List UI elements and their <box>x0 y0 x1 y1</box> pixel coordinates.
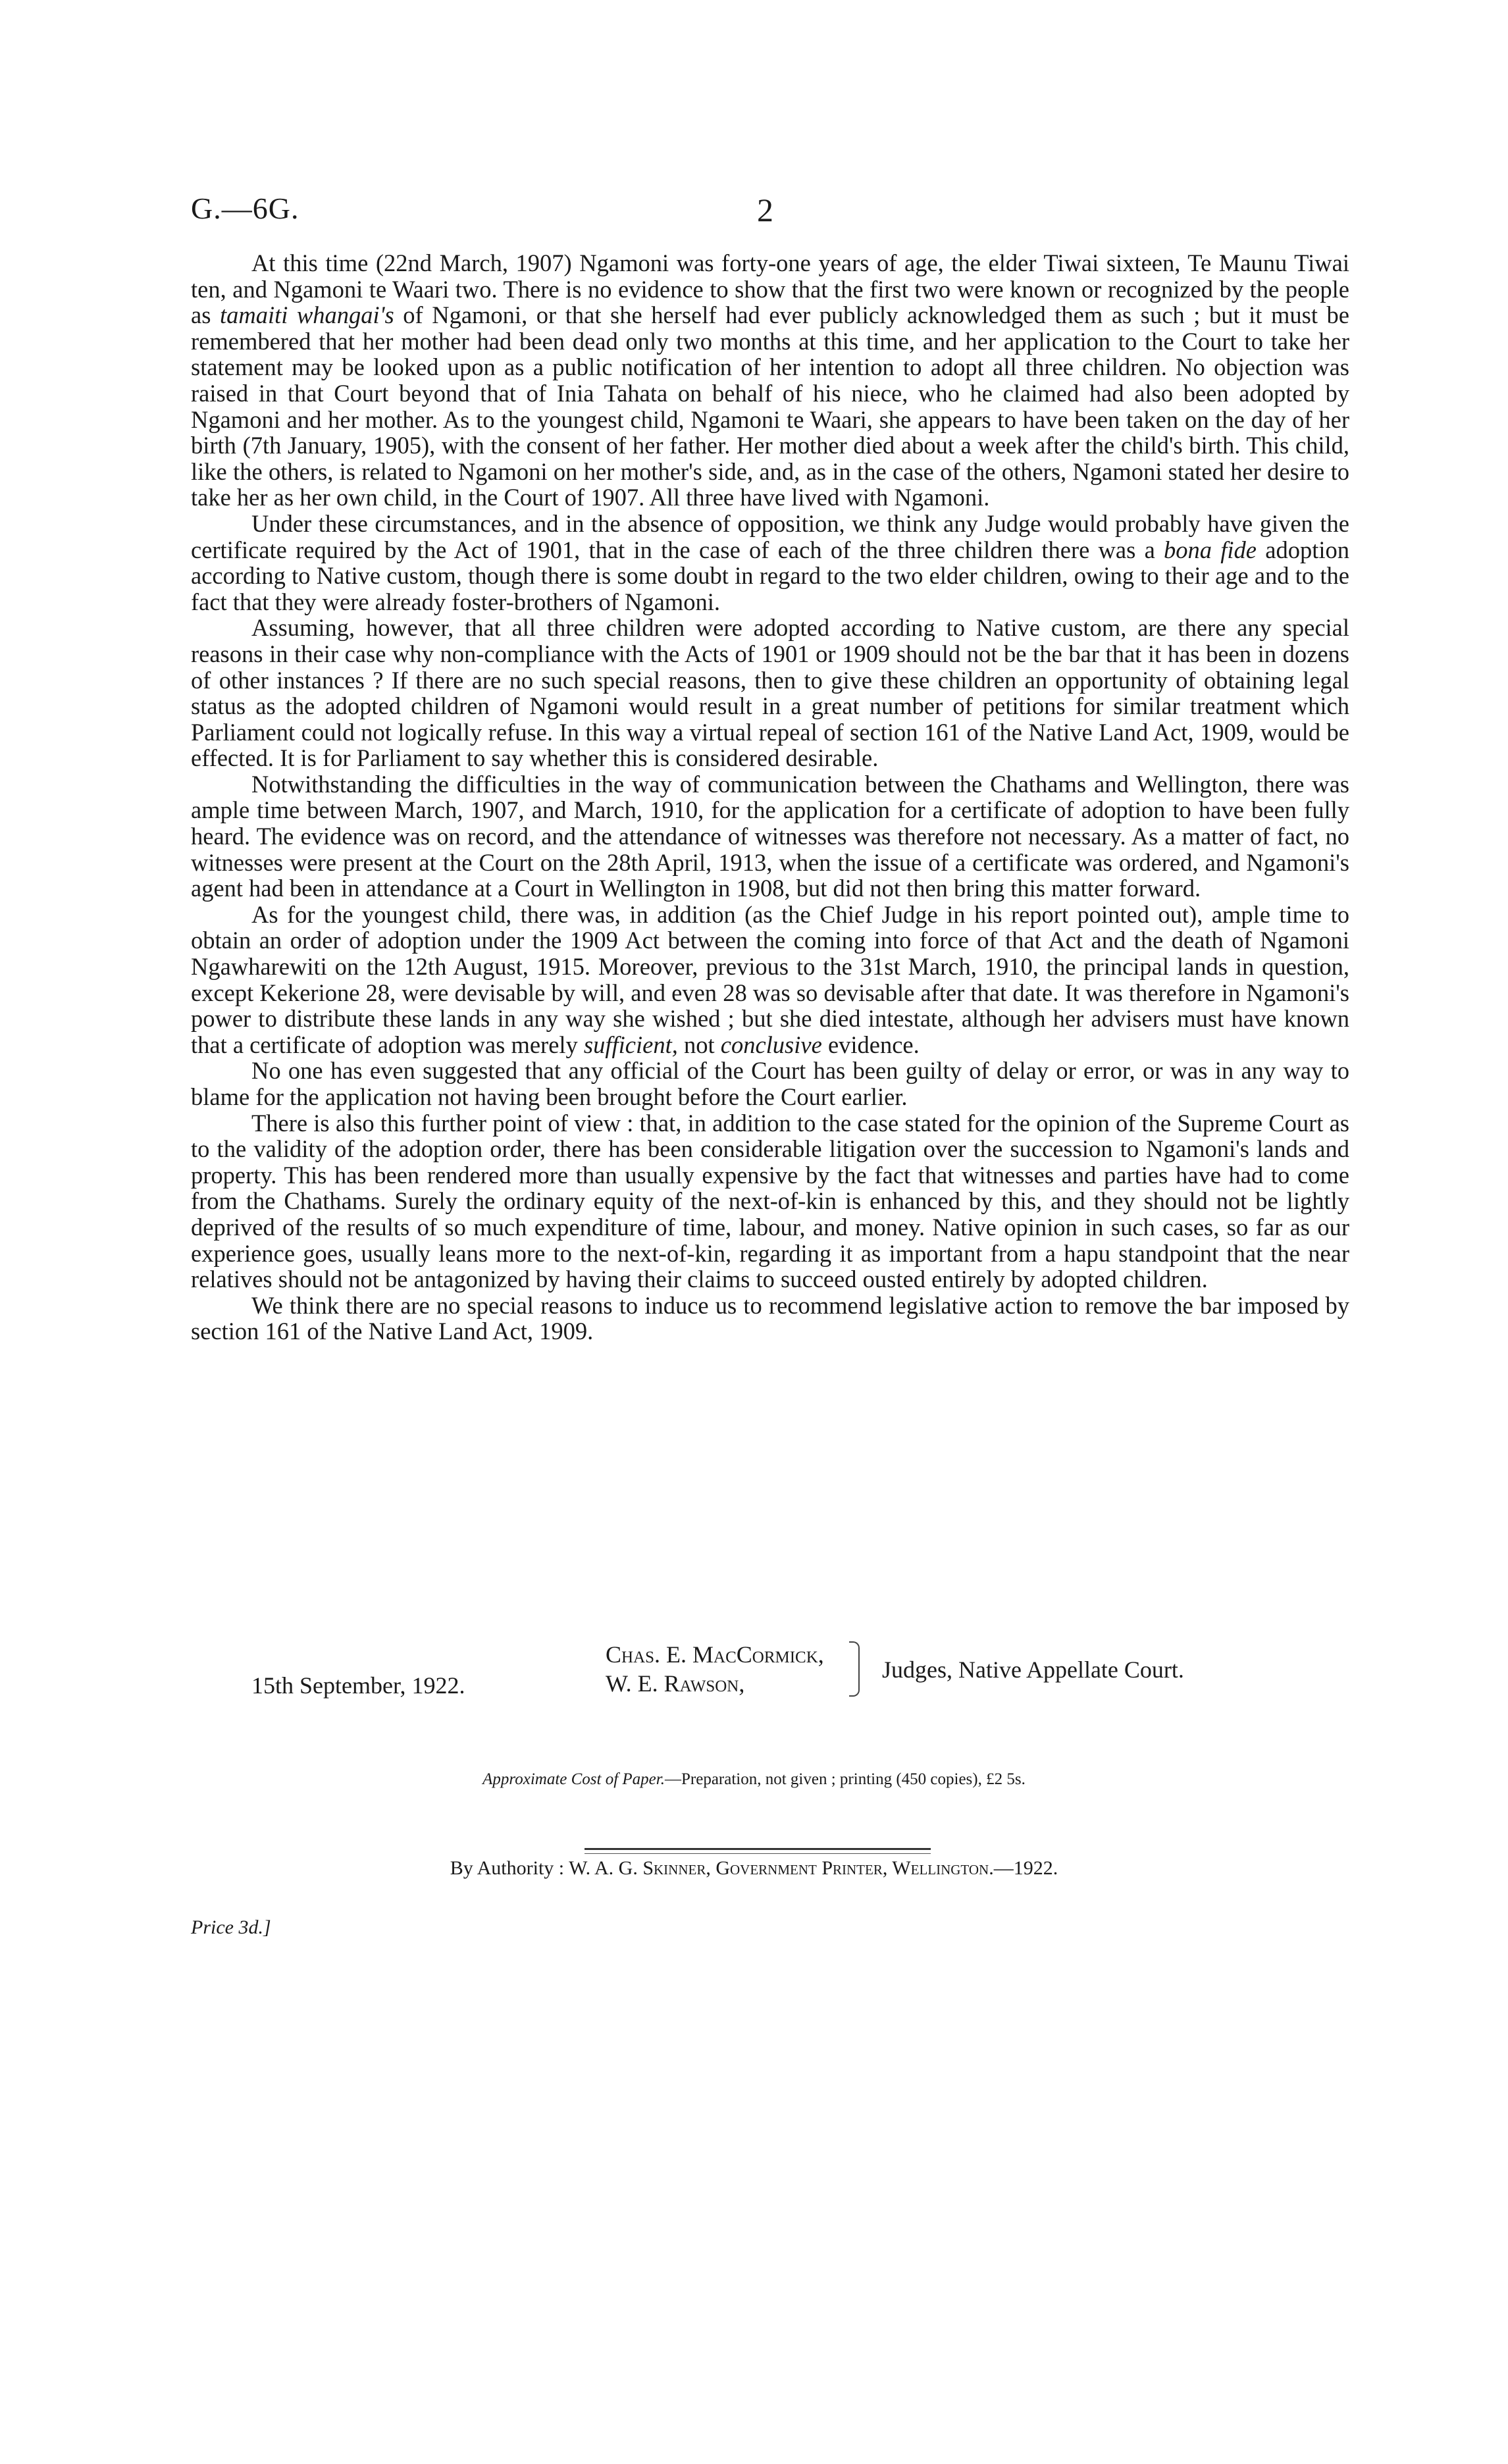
text-run: We think there are no special reasons to induce us to recommend legislative action to remove the bar imposed by section 161 of the Native Land Act, 1909. <box>191 1291 1349 1345</box>
document-reference: G.—6G. <box>191 192 299 225</box>
cost-text: —Preparation, not given ; printing (450 copies), £2 5s. <box>665 1770 1026 1788</box>
text-run: evidence. <box>821 1031 920 1058</box>
text-run: Assuming, however, that all three children were adopted according to Native custom, are there any special reasons in their case why non-compliance with the Acts of 1901 or 1909 should not be the bar that it has been in dozens of other instances ? If there are no such special reasons, then to give these children an opportunity of obtaining legal status as the adopted children of Ngamoni would result in a great number of petitions for similar treatment which Parliament could not logically refuse. In this way a virtual repeal of section 161 of the Native Land Act, 1909, would be effected. It is for Parliament to say whether this is considered desirable. <box>191 614 1349 772</box>
italic-term: conclusive <box>720 1031 822 1058</box>
text-run: Under these circumstances, and in the absence of opposition, we think any Judge would probably have given the certificate required by the Act of 1901, that in the case of each of the three children there was a <box>191 509 1349 563</box>
signature-block <box>191 1640 1349 1712</box>
cost-of-paper-note <box>0 1770 1508 1789</box>
page-number: 2 <box>757 192 773 228</box>
text-run: There is also this further point of view : that, in addition to the case stated for the opinion of the Supreme Court as to the validity of the adoption order, there has been considerable litigation over the succession to Ngamoni's lands and property. This has been rendered more than usually expensive by the fact that witnesses and parties have had to come from the Chathams. Surely the ordinary equity of the next-of-kin is enhanced by this, and they should not be lightly deprived of the results of so much expenditure of time, labour, and money. Native opinion in such cases, so far as our experience goes, usually leans more to the next-of-kin, regarding it as important from a hapu standpoint that the near relatives should not be antagonized by having their claims to succeed ousted entirely by adopted children. <box>191 1109 1349 1293</box>
divider-rule-thin <box>585 1853 931 1854</box>
italic-term: tamaiti whangai's <box>219 301 394 329</box>
text-run: At this time (22nd March, 1907) Ngamoni was forty-one years of age, the elder Tiwai sixteen, Te Maunu Tiwai ten, and Ngamoni te Waari two. There is no evidence to show that the first two were known or recognized by the people as <box>191 249 1349 329</box>
price-note <box>191 1916 271 1939</box>
text-run: Notwithstanding the difficulties in the way of communication between the Chathams and Wellington, there was ample time between March, 1907, and March, 1910, for the application for a certificate of adoption to have been fully heard. The evidence was on record, and the attendance of witnesses was therefore not necessary. As a matter of fact, no witnesses were present at the Court on the 28th April, 1913, when the issue of a certificate was ordered, and Ngamoni's agent had been in attendance at a Court in Wellington in 1908, but did not then bring this matter forward. <box>191 770 1349 902</box>
body-paragraph <box>191 1293 1349 1345</box>
text-run: No one has even suggested that any official of the Court has been guilty of delay or error, or was in any way to blame for the application not having been brought before the Court earlier. <box>191 1057 1349 1110</box>
body-paragraph <box>191 511 1349 615</box>
italic-term: sufficient, <box>583 1031 678 1058</box>
body-paragraph <box>191 771 1349 902</box>
authority-text: W. A. G. Skinner, Government Printer, Wellington.—1922. <box>564 1857 1058 1879</box>
text-run: of Ngamoni, or that she herself had ever publicly acknowledged them as such ; but it must be remembered that her mother had been dead only two months at this time, and her application to the Court to take her statement may be looked upon as a public notification of her intention to adopt all three children. No objection was raised in that Court beyond that of Inia Tahata on behalf of his niece, who he claimed had also been adopted by Ngamoni and her mother. As to the youngest child, Ngamoni te Waari, she appears to have been taken on the day of her birth (7th January, 1905), with the consent of her father. Her mother died about a week after the child's birth. This child, like the others, is related to Ngamoni on her mother's side, and, as in the case of the others, Ngamoni stated her desire to take her as her own child, in the Court of 1907. All three have lived with Ngamoni. <box>191 301 1349 511</box>
report-body <box>191 250 1349 1345</box>
printer-authority-line <box>0 1857 1508 1880</box>
judge-names <box>606 1640 824 1698</box>
page-header <box>191 191 1349 237</box>
text-run: adoption according to Native custom, though there is some doubt in regard to the two elder children, owing to their age and to the fact that they were already foster-brothers of Ngamoni. <box>191 536 1349 615</box>
body-paragraph <box>191 902 1349 1058</box>
price-text: Price 3d.] <box>191 1916 271 1938</box>
body-paragraph <box>191 1058 1349 1110</box>
text-run: As for the youngest child, there was, in addition (as the Chief Judge in his report pointed out), ample time to obtain an order of adoption under the 1909 Act between the coming into force of that Act and the death of Ngamoni Ngawharewiti on the 12th August, 1915. Moreover, previous to the 31st March, 1910, the principal lands in question, except Kekerione 28, were devisable by will, and even 28 was so devisable after that date. It was therefore in Ngamoni's power to distribute these lands in any way she wished ; but she died intestate, although her advisers must have known that a certificate of adoption was merely <box>191 900 1349 1058</box>
judge-name-rawson: W. E. Rawson, <box>606 1670 745 1697</box>
authority-prefix: By Authority : <box>450 1857 565 1879</box>
italic-term: bona fide <box>1164 536 1257 563</box>
signature-brace <box>849 1641 860 1697</box>
signature-date: 15th September, 1922. <box>251 1672 465 1699</box>
court-title: Judges, Native Appellate Court. <box>882 1656 1184 1683</box>
body-paragraph <box>191 1110 1349 1293</box>
text-run: not <box>677 1031 721 1058</box>
body-paragraph <box>191 615 1349 771</box>
body-paragraph <box>191 250 1349 511</box>
divider-rule <box>585 1848 931 1850</box>
judge-name-maccormick: Chas. E. MacCormick, <box>606 1641 824 1668</box>
cost-label: Approximate Cost of Paper. <box>482 1770 665 1788</box>
